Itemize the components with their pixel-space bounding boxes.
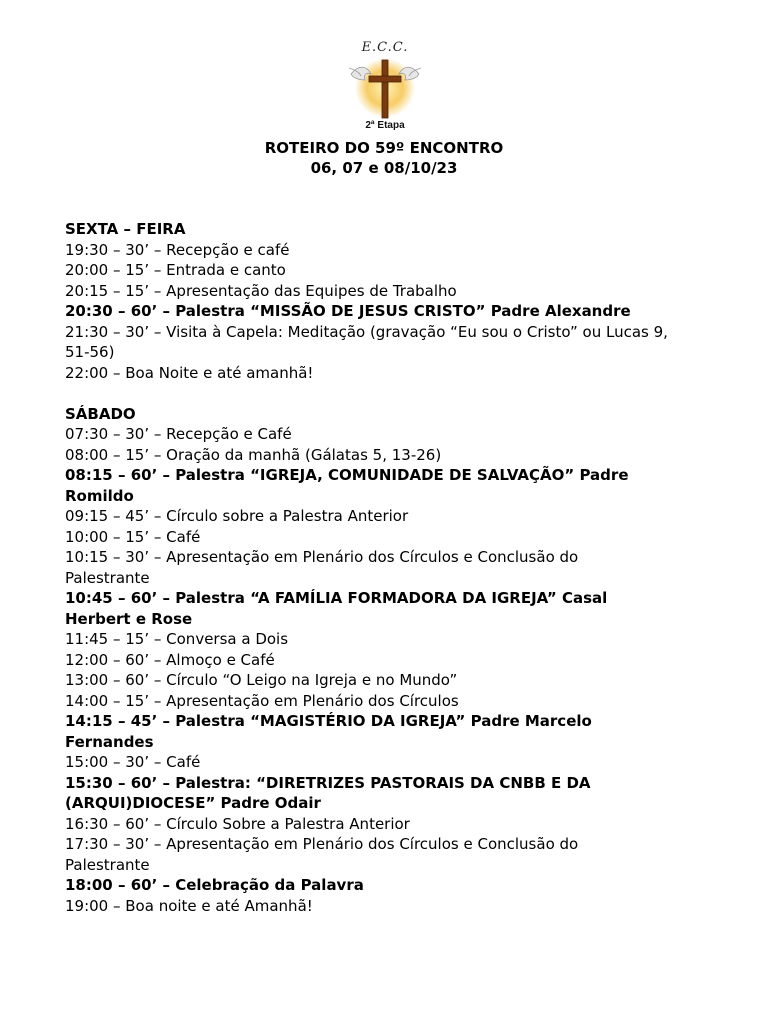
schedule-item: 22:00 – Boa Noite e até amanhã! [65,363,314,382]
lecture-item: 14:15 – 45’ – Palestra “MAGISTÉRIO DA IGREJA” Padre Marcelo [65,712,592,730]
ecc-logo [340,40,430,134]
lecture-item-continuation: (ARQUI)DIOCESE” Padre Odair [65,794,321,812]
lecture-item-continuation: Fernandes [65,732,154,751]
document-dates: 06, 07 e 08/10/23 [310,159,458,177]
schedule-item: 21:30 – 30’ – Visita à Capela: Meditação (gravação “Eu sou o Cristo” ou Lucas 9, [65,322,668,341]
lecture-item-continuation: Herbert e Rose [65,609,193,628]
document-header [0,138,768,178]
schedule-item-continuation: 51-56) [65,343,115,361]
saturday-heading: SÁBADO [65,404,136,423]
celebration-item: 18:00 – 60’ – Celebração da Palavra [65,876,364,894]
schedule-item: 07:30 – 30’ – Recepção e Café [65,425,292,443]
schedule-item: 20:00 – 15’ – Entrada e canto [65,261,286,279]
schedule-item: 15:00 – 30’ – Café [65,753,201,771]
lecture-item: 15:30 – 60’ – Palestra: “DIRETRIZES PASTORAIS DA CNBB E DA [65,773,591,792]
logo-caption: 2ª Etapa [365,120,405,131]
friday-heading: SEXTA – FEIRA [65,220,186,238]
lecture-item: 20:30 – 60’ – Palestra “MISSÃO DE JESUS CRISTO” Padre Alexandre [65,302,631,320]
schedule-item: 17:30 – 30’ – Apresentação em Plenário dos Círculos e Conclusão do [65,835,579,853]
schedule-item: 12:00 – 60’ – Almoço e Café [65,650,275,669]
logo-acronym: E.C.C. [361,40,409,55]
cross-with-doves-icon [345,54,425,120]
document-title: ROTEIRO DO 59º ENCONTRO [264,139,504,157]
schedule-item: 13:00 – 60’ – Círculo “O Leigo na Igreja e no Mundo” [65,671,458,689]
lecture-item: 10:45 – 60’ – Palestra “A FAMÍLIA FORMADORA DA IGREJA” Casal [65,589,608,607]
schedule-item: 11:45 – 15’ – Conversa a Dois [65,630,289,648]
schedule-item: 09:15 – 45’ – Círculo sobre a Palestra Anterior [65,507,409,525]
schedule-item: 14:00 – 15’ – Apresentação em Plenário dos Círculos [65,691,459,710]
lecture-item: 08:15 – 60’ – Palestra “IGREJA, COMUNIDADE DE SALVAÇÃO” Padre [65,466,629,484]
schedule-item: 19:30 – 30’ – Recepção e café [65,240,290,259]
schedule-item: 08:00 – 15’ – Oração da manhã (Gálatas 5, 13-26) [65,445,442,464]
schedule-item: 10:15 – 30’ – Apresentação em Plenário dos Círculos e Conclusão do [65,548,579,566]
schedule-item: 10:00 – 15’ – Café [65,527,201,546]
schedule-item: 19:00 – Boa noite e até Amanhã! [65,896,313,915]
schedule-item-continuation: Palestrante [65,568,150,587]
schedule-item: 20:15 – 15’ – Apresentação das Equipes de Trabalho [65,281,457,300]
schedule-content [65,219,725,916]
section-spacer [65,383,725,404]
lecture-item-continuation: Romildo [65,486,134,505]
schedule-item-continuation: Palestrante [65,855,150,874]
schedule-item: 16:30 – 60’ – Círculo Sobre a Palestra Anterior [65,814,410,833]
